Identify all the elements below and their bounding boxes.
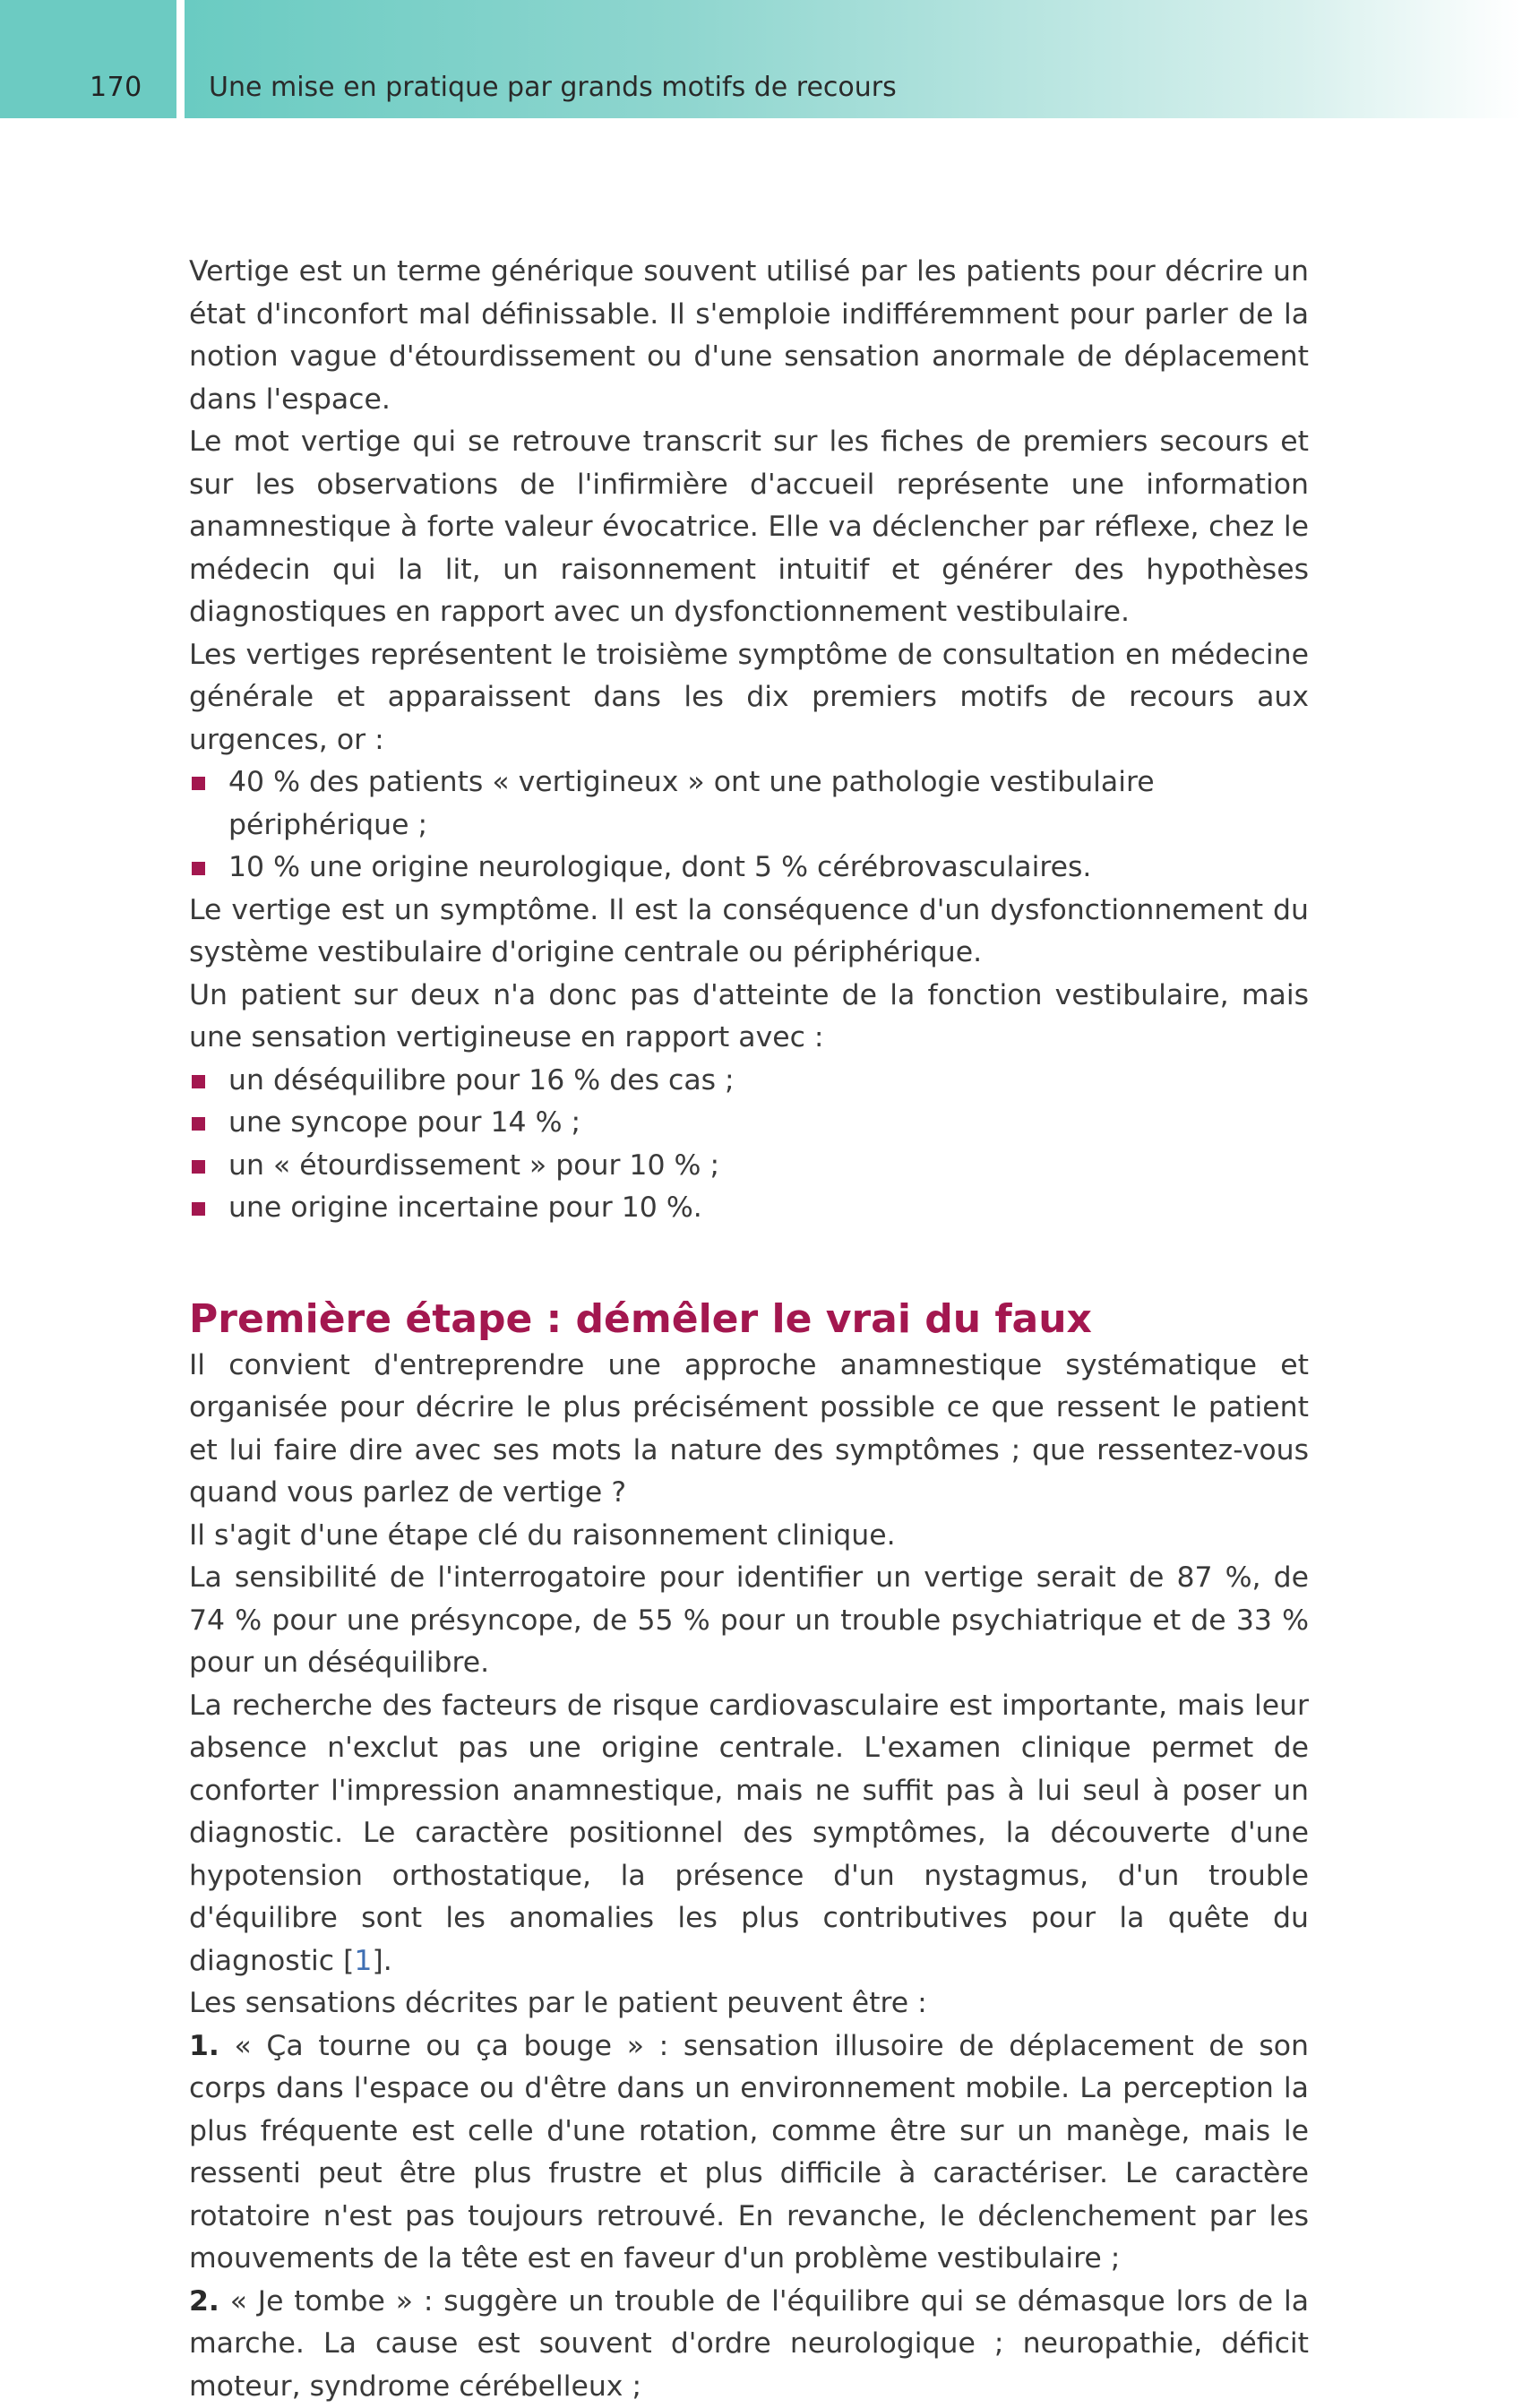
list-item-text: une syncope pour 14 % ; [228,1106,580,1139]
page-number: 170 [90,72,142,103]
section-paragraph-1: Il convient d'entreprendre une approche anamnestique systématique et organisée pour décrire le plus précisément possible ce que ressent le patient et lui faire dire avec ses mots la nature des symptômes ; que ressentez-vous quand vous parlez de vertige ? [189,1345,1309,1515]
list-item-text: un déséquilibre pour 16 % des cas ; [228,1064,735,1096]
list-item [189,1102,1309,1145]
page-number-box [0,0,176,118]
reference-link[interactable]: 1 [354,1945,372,1977]
item-number: 1. [189,2030,219,2062]
numbered-item-1 [189,2025,1309,2281]
list-item [189,847,1309,890]
item-text: « Je tombe » : suggère un trouble de l'équilibre qui se démasque lors de la marche. La cause est souvent d'ordre neurologique ; neuropathie, déficit moteur, syndrome cérébelleux ; [189,2285,1309,2403]
intro-paragraph-4: Le vertige est un symptôme. Il est la conséquence d'un dysfonctionnement du système vestibulaire d'origine centrale ou périphérique. [189,890,1309,975]
square-bullet-icon [192,862,205,875]
item-number: 2. [189,2285,219,2318]
page-body [189,251,1309,2408]
intro-paragraph-1: Vertige est un terme générique souvent utilisé par les patients pour décrire un état d'inconfort mal définissable. Il s'emploie indifféremment pour parler de la notion vague d'étourdissement ou d'une sensation anormale de déplacement dans l'espace. [189,251,1309,421]
intro-paragraph-2: Le mot vertige qui se retrouve transcrit sur les fiches de premiers secours et sur les observations de l'infirmière d'accueil représente une information anamnestique à forte valeur évocatrice. Elle va déclencher par réflexe, chez le médecin qui la lit, un raisonnement intuitif et générer des hypothèses diagnostiques en rapport avec un dysfonctionnement vestibulaire. [189,421,1309,634]
paragraph-text-end: ]. [372,1945,391,1977]
numbered-item-2 [189,2281,1309,2408]
paragraph-text: La recherche des facteurs de risque cardiovasculaire est importante, mais leur absence n'exclut pas une origine centrale. L'examen clinique permet de conforter l'impression anamnestique, mais ne suffit pas à lui seul à poser un diagnostic. Le caractère positionnel des symptômes, la découverte d'une hypotension orthostatique, la présence d'un nystagmus, d'un trouble d'équilibre sont les anomalies les plus contributives pour la quête du diagnostic [ [189,1690,1309,1977]
square-bullet-icon [192,1117,205,1131]
bullet-list-1 [189,761,1309,890]
square-bullet-icon [192,1160,205,1174]
section-paragraph-2: Il s'agit d'une étape clé du raisonnement clinique. [189,1515,1309,1558]
section-paragraph-3: La sensibilité de l'interrogatoire pour identifier un vertige serait de 87 %, de 74 % pour une présyncope, de 55 % pour un trouble psychiatrique et de 33 % pour un déséquilibre. [189,1557,1309,1685]
list-item [189,1060,1309,1103]
bullet-list-2 [189,1060,1309,1230]
square-bullet-icon [192,1075,205,1088]
header-divider [176,0,185,118]
section-paragraph-4 [189,1685,1309,1983]
list-item-text: une origine incertaine pour 10 %. [228,1191,702,1224]
list-item [189,1145,1309,1188]
list-item [189,761,1309,847]
intro-paragraph-5: Un patient sur deux n'a donc pas d'atteinte de la fonction vestibulaire, mais une sensation vertigineuse en rapport avec : [189,975,1309,1060]
section-paragraph-5: Les sensations décrites par le patient peuvent être : [189,1982,1309,2025]
list-item [189,1187,1309,1230]
section-heading: Première étape : démêler le vrai du faux [189,1294,1309,1345]
square-bullet-icon [192,1202,205,1216]
list-item-text: un « étourdissement » pour 10 % ; [228,1149,719,1182]
list-item-text: 10 % une origine neurologique, dont 5 % cérébrovasculaires. [228,851,1091,883]
running-title: Une mise en pratique par grands motifs de recours [209,72,897,103]
item-text: « Ça tourne ou ça bouge » : sensation illusoire de déplacement de son corps dans l'espace ou d'être dans un environnement mobile. La perception la plus fréquente est celle d'une rotation, comme être sur un manège, mais le ressenti peut être plus frustre et plus difficile à caractériser. Le caractère rotatoire n'est pas toujours retrouvé. En revanche, le déclenchement par les mouvements de la tête est en faveur d'un problème vestibulaire ; [189,2030,1309,2275]
list-item-text: 40 % des patients « vertigineux » ont une pathologie vestibulaire périphérique ; [228,766,1155,841]
square-bullet-icon [192,777,205,790]
intro-paragraph-3: Les vertiges représentent le troisième symptôme de consultation en médecine générale et apparaissent dans les dix premiers motifs de recours aux urgences, or : [189,634,1309,762]
